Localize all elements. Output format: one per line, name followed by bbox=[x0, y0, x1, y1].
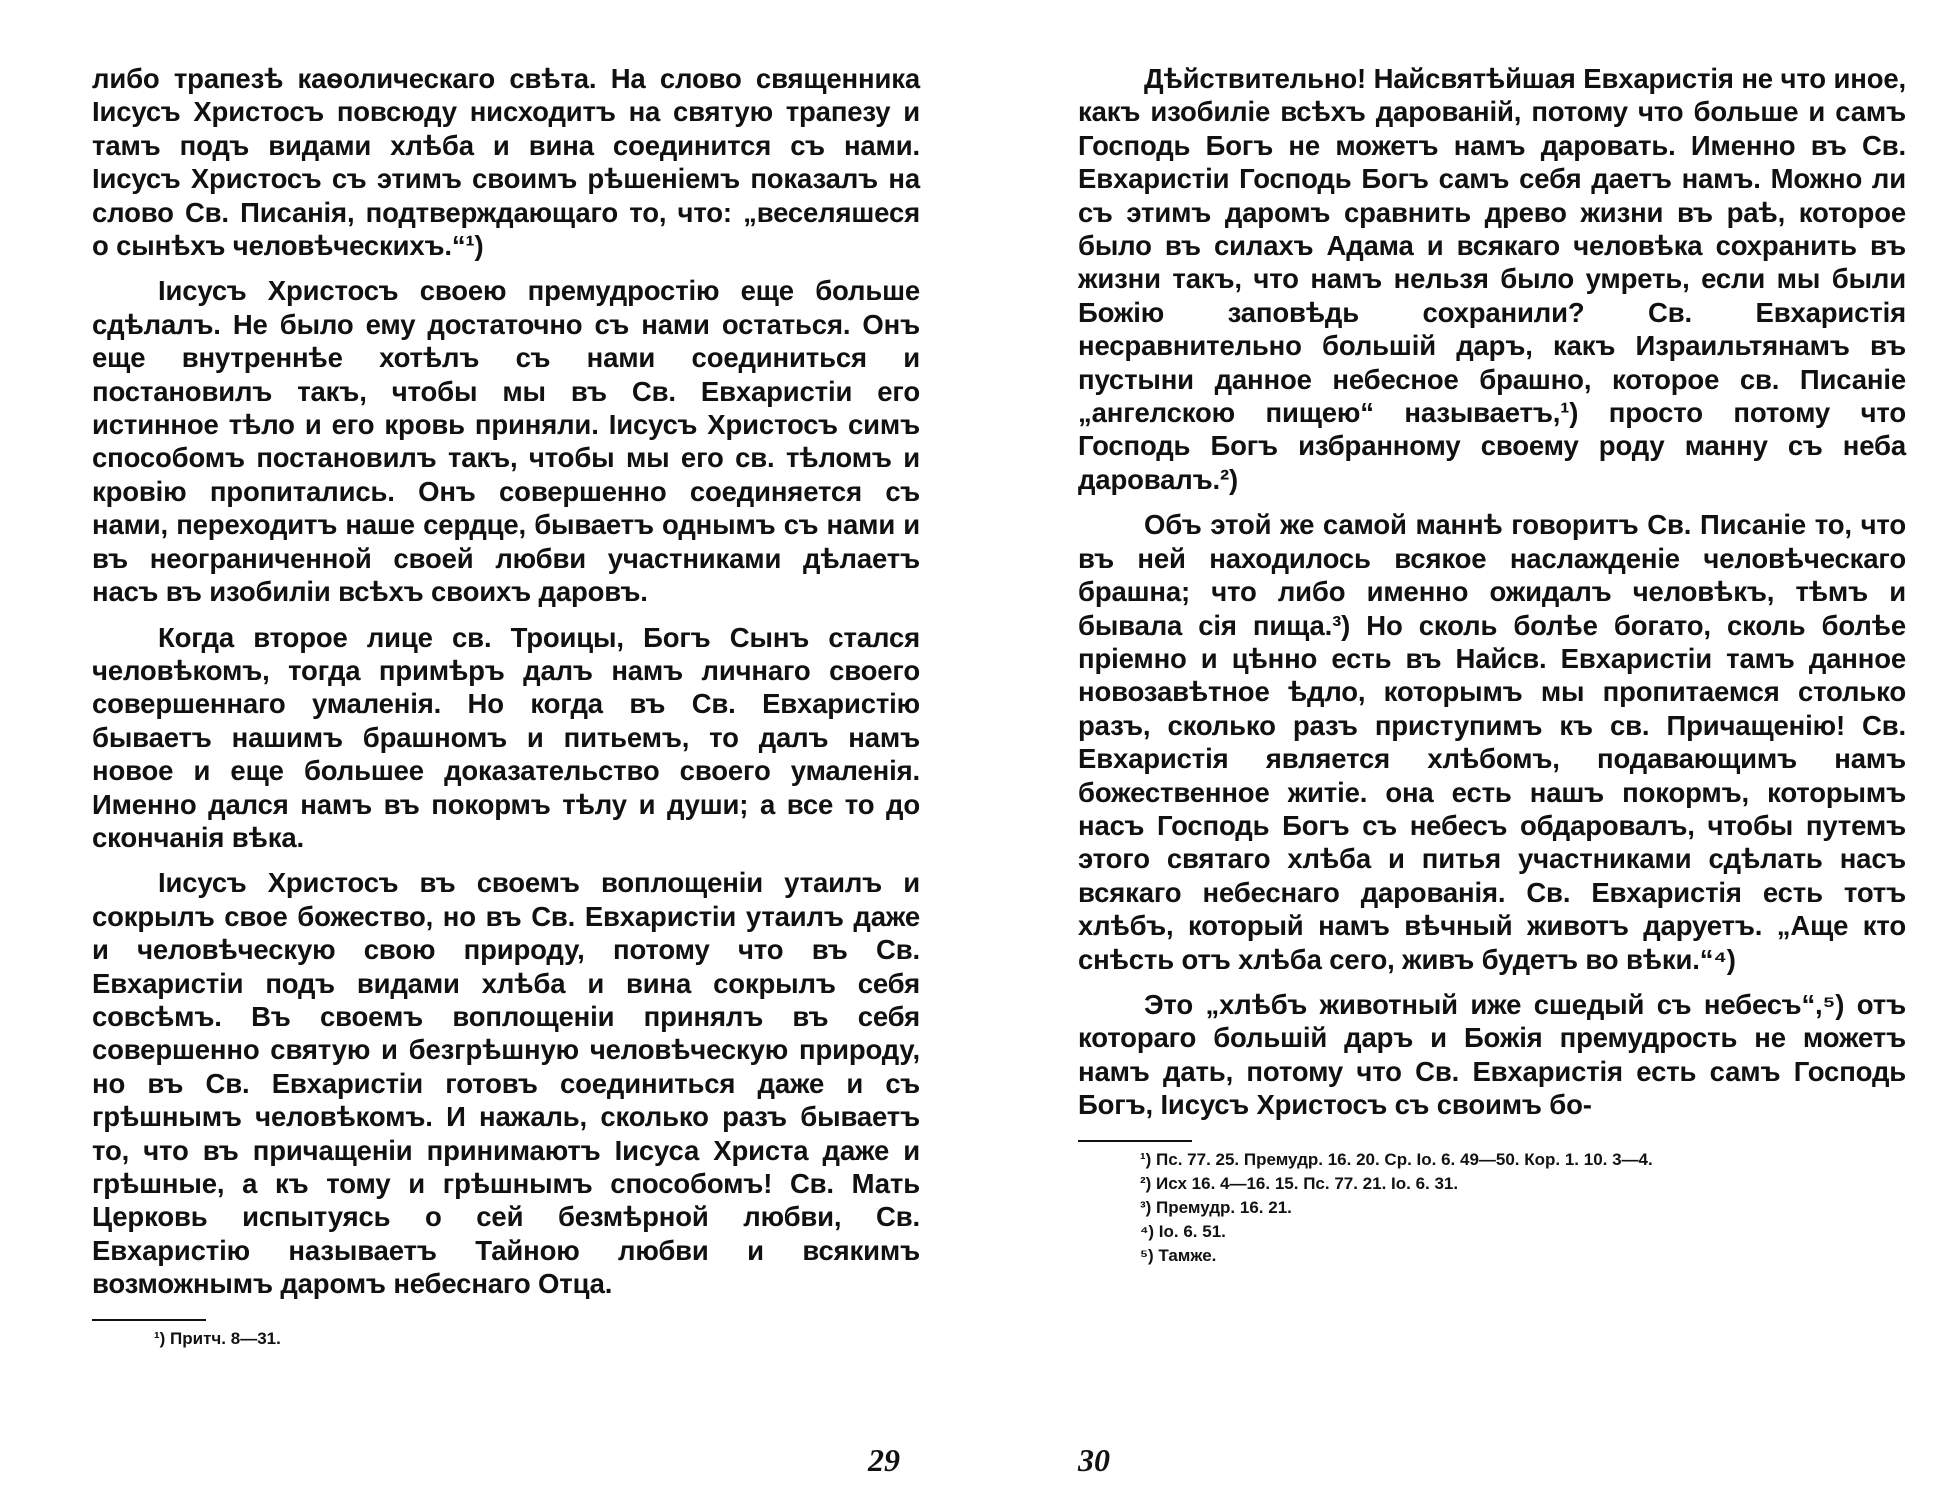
right-footnote-3: ³) Премудр. 16. 21. bbox=[1140, 1197, 1292, 1217]
footnote-divider bbox=[92, 1319, 206, 1321]
left-paragraph-4: Іисусъ Христосъ въ своемъ воплощеніи утаилъ и сокрылъ свое божество, но въ Св. Евхаристіи утаилъ даже и человѣческую свою природу, потому что въ Св. Евхаристіи подъ видами хлѣба и вина сокрылъ себя совсѣмъ. Въ своемъ воплощеніи принялъ въ себя совершенно святую и безгрѣшную человѣческую природу, но въ Св. Евхаристіи готовъ соединиться даже и съ грѣшнымъ человѣкомъ. И нажаль, сколько разъ бываетъ то, что въ причащеніи принимаютъ Іисуса Христа даже и грѣшные, а къ тому и грѣшнымъ способомъ! Св. Мать Церковь испытуясь о сей безмѣрной любви, Св. Евхаристію называетъ Тайною любви и всякимъ возможнымъ даромъ небеснаго Отца. bbox=[92, 867, 920, 1300]
left-paragraph-2: Іисусъ Христосъ своею премудростію еще больше сдѣлалъ. Не было ему достаточно съ нами остаться. Онъ еще внутреннѣе хотѣлъ съ нами соединиться и постановилъ такъ, чтобы мы въ Св. Евхаристіи его истинное тѣло и его кровь приняли. Іисусъ Христосъ симъ способомъ постановилъ такъ, чтобы мы его св. тѣломъ и кровію пропитались. Онъ совершенно соединяется съ нами, переходитъ наше сердце, бываетъ однымъ съ нами и въ неограниченной своей любви участниками дѣлаетъ насъ въ изобиліи всѣхъ своихъ даровъ. bbox=[92, 275, 920, 608]
left-page bbox=[92, 62, 920, 1351]
right-footnote-2: ²) Исх 16. 4—16. 15. Пс. 77. 21. Іо. 6. 31. bbox=[1140, 1173, 1459, 1193]
right-page bbox=[1078, 62, 1906, 1268]
footnote-divider bbox=[1078, 1140, 1192, 1142]
right-paragraph-2: Объ этой же самой маннѣ говоритъ Св. Писаніе то, что въ ней находилось всякое наслажденіе человѣческаго брашна; что либо именно ожидалъ человѣкъ, тѣмъ и бывала сія пища.³) Но сколь болѣе богато, сколь болѣе пріемно и цѣнно есть въ Найсв. Евхаристіи тамъ данное новозавѣтное ѣдло, которымъ мы пропитаемся столько разъ, сколько разъ приступимъ къ св. Причащенію! Св. Евхаристія является хлѣбомъ, подавающимъ намъ божественное житіе. она есть нашъ покормъ, которымъ насъ Господь Богъ съ небесъ обдаровалъ, чтобы путемъ этого святаго хлѣба и питья участниками сдѣлать насъ всякаго небеснаго дарованія. Св. Евхаристія есть тотъ хлѣбъ, который намъ вѣчный животъ даруетъ. „Аще кто снѣсть отъ хлѣба сего, живъ будетъ во вѣки.“⁴) bbox=[1078, 509, 1906, 975]
page-number-right: 30 bbox=[1078, 1442, 1110, 1478]
page-number-left: 29 bbox=[868, 1442, 900, 1478]
left-paragraph-3: Когда второе лице св. Троицы, Богъ Сынъ стался человѣкомъ, тогда примѣръ далъ намъ личнаго своего совершеннаго умаленія. Но когда въ Св. Евхаристію бываетъ нашимъ брашномъ и питьемъ, то далъ намъ новое и еще большее доказательство своего умаленія. Именно дался намъ въ покормъ тѣлу и души; а все то до скончанія вѣка. bbox=[92, 621, 920, 853]
left-paragraph-1: либо трапезѣ каѳолическаго свѣта. На слово священника Іисусъ Христосъ повсюду нисходитъ на святую трапезу и тамъ подъ видами хлѣба и вина соединится съ нами. Іисусъ Христосъ съ этимъ своимъ рѣшеніемъ показалъ на слово Св. Писанія, подтверждающаго то, что: „веселяшеся о сынѣхъ человѣческихъ.“¹) bbox=[92, 63, 920, 262]
right-paragraph-1: Дѣйствительно! Найсвятѣйшая Евхаристія не что иное, какъ изобиліе всѣхъ дарованій, потому что больше и самъ Господь Богъ не можетъ намъ даровать. Именно въ Св. Евхаристіи Господь Богъ самъ себя даетъ намъ. Можно ли съ этимъ даромъ сравнить древо жизни въ раѣ, которое было въ силахъ Адама и всякаго человѣка сохранить въ жизни такъ, что намъ нельзя было умреть, если мы были Божію заповѣдь сохранили? Св. Евхаристія несравнительно большій даръ, какъ Израильтянамъ въ пустыни данное небесное брашно, которое св. Писаніе „ангелскою пищею“ называетъ,¹) просто потому что Господь Богъ избранному своему роду манну съ неба даровалъ.²) bbox=[1078, 63, 1906, 495]
right-footnote-5: ⁵) Тамже. bbox=[1140, 1245, 1217, 1265]
right-footnote-4: ⁴) Іо. 6. 51. bbox=[1140, 1221, 1226, 1241]
right-paragraph-3: Это „хлѣбъ животный иже сшедый съ небесъ“,⁵) отъ котораго большій даръ и Божія премудрость не можетъ намъ дать, потому что Св. Евхаристія есть самъ Господь Богъ, Іисусъ Христосъ съ своимъ бо- bbox=[1078, 988, 1906, 1121]
right-footnote-1: ¹) Пс. 77. 25. Премудр. 16. 20. Ср. Іо. 6. 49—50. Кор. 1. 10. 3—4. bbox=[1140, 1149, 1653, 1169]
left-footnote-1: ¹) Притч. 8—31. bbox=[154, 1328, 281, 1348]
